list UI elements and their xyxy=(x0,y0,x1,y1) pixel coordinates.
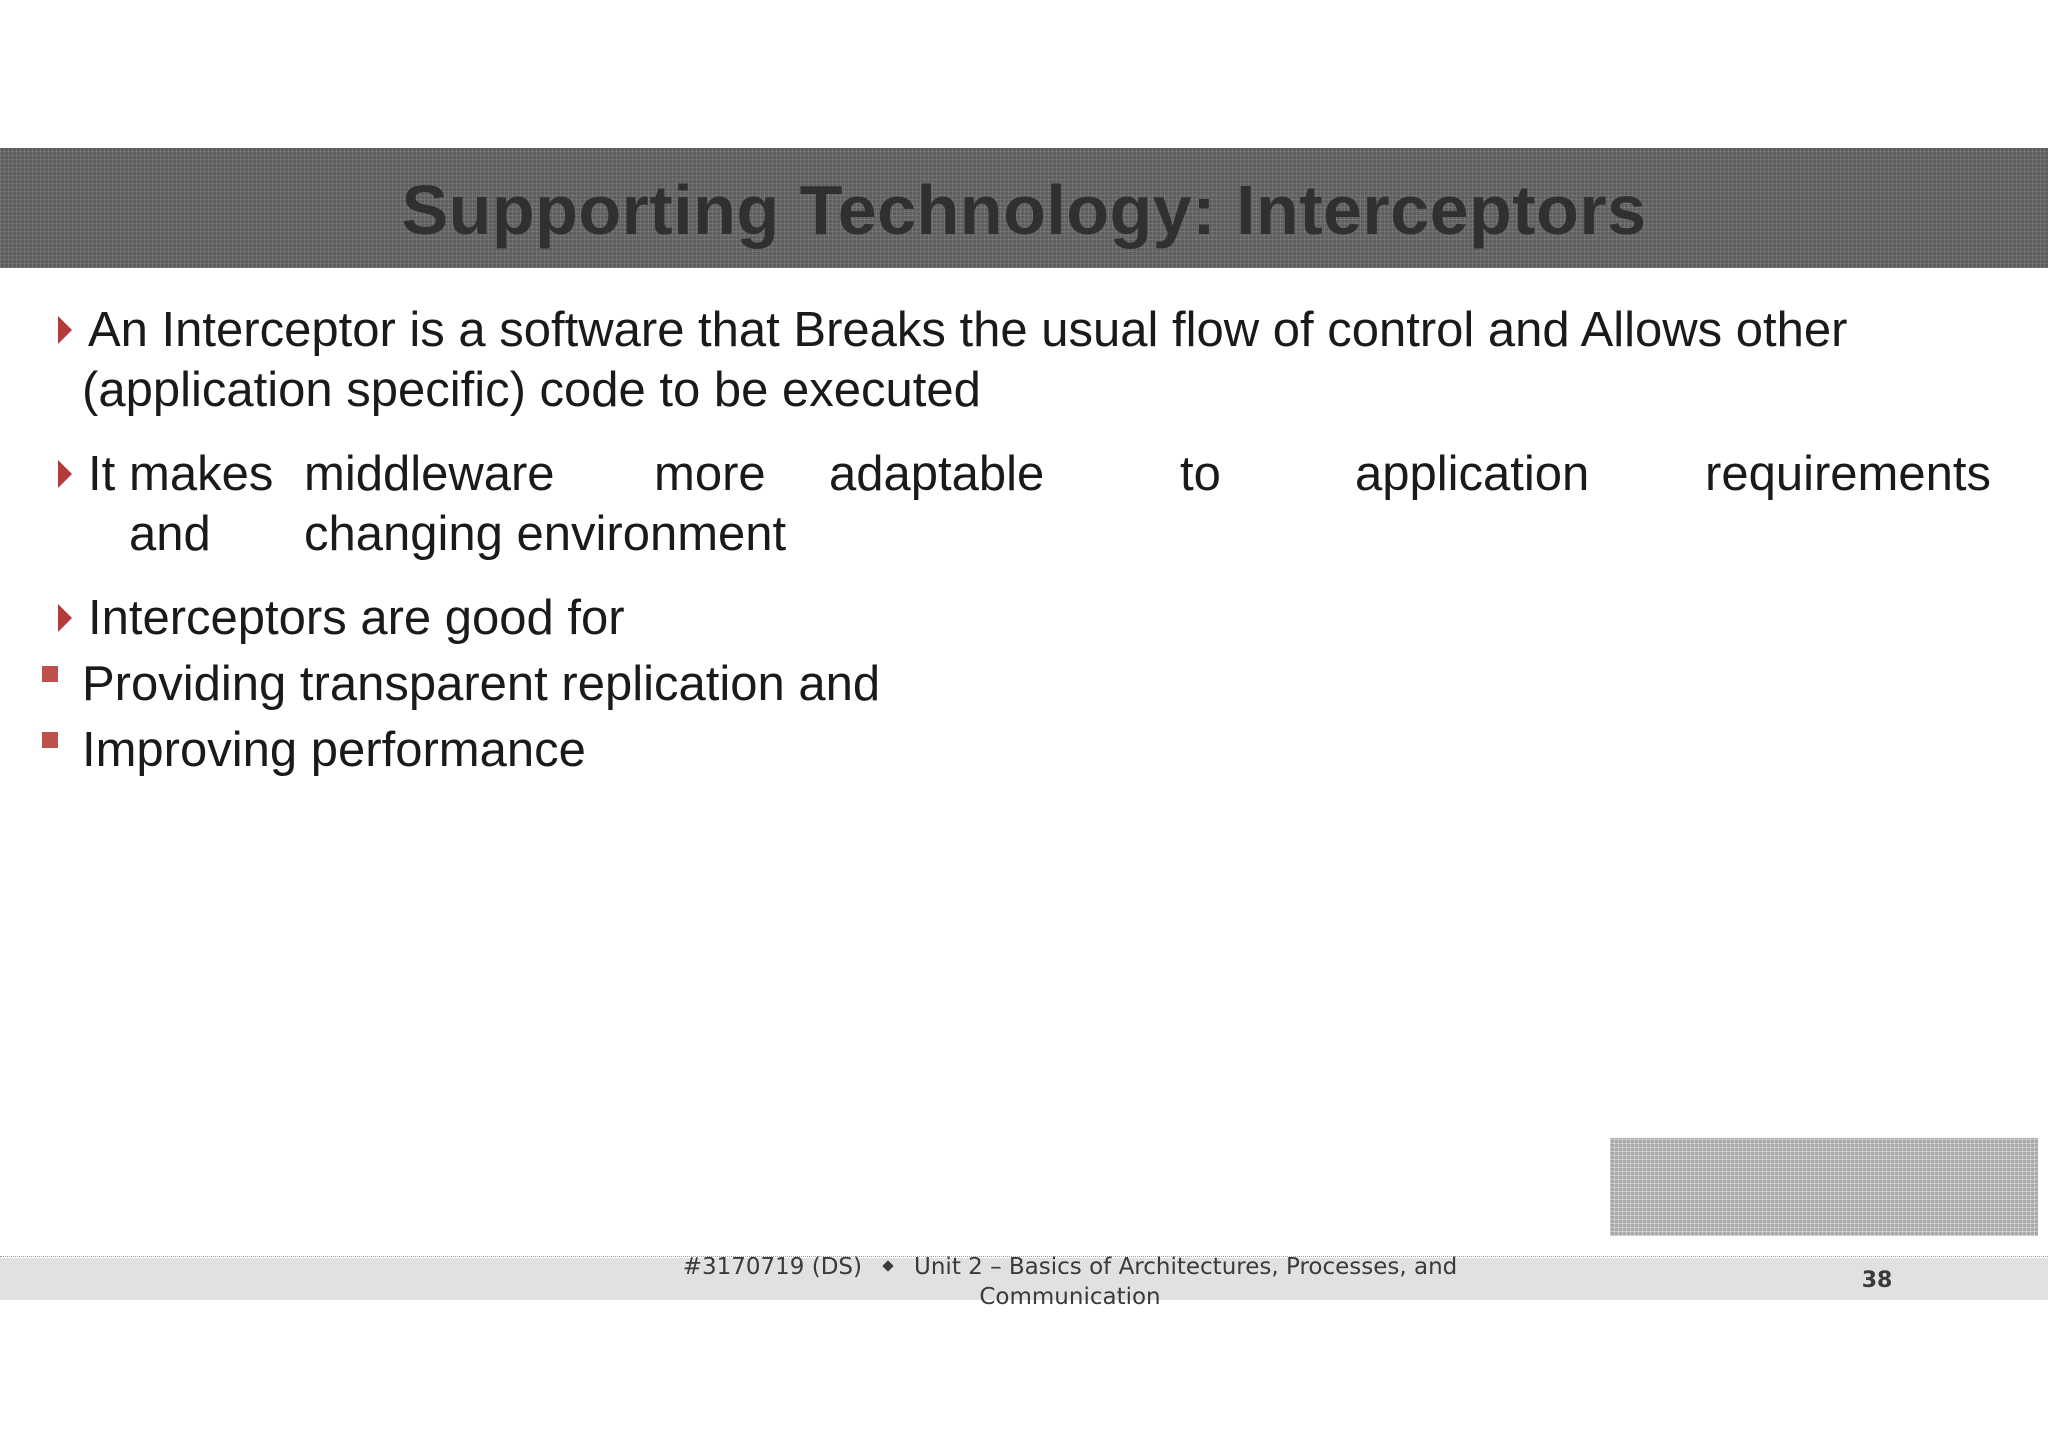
square-bullet-icon xyxy=(42,732,58,748)
bullet-2-word: application xyxy=(1355,447,1590,501)
institution-logo-image xyxy=(1610,1138,2038,1236)
bullet-2-word: changing environment xyxy=(304,507,787,561)
title-band xyxy=(0,148,2048,268)
diamond-separator-icon xyxy=(882,1260,893,1271)
footer-unit-line-1: Unit 2 – Basics of Architectures, Processes, and xyxy=(914,1254,1458,1280)
bullet-arrow-icon xyxy=(58,460,72,488)
bullet-3-line-1: Interceptors are good for xyxy=(88,591,625,645)
bullet-2-word: It xyxy=(88,447,116,501)
bullet-2-word: makes xyxy=(129,447,274,501)
square-bullet-icon xyxy=(42,666,58,682)
footer-course-code: #3170719 (DS) xyxy=(682,1254,863,1280)
bullet-arrow-icon xyxy=(58,316,72,344)
slide-title: Supporting Technology: Interceptors xyxy=(401,171,1647,249)
sub-bullet-1-text: Providing transparent replication and xyxy=(82,657,881,711)
bullet-2-word: and xyxy=(129,507,211,561)
footer-unit-line-2: Communication xyxy=(979,1284,1161,1310)
bullet-2-word: to xyxy=(1180,447,1221,501)
bullet-2-word: adaptable xyxy=(829,447,1045,501)
sub-bullet-2-text: Improving performance xyxy=(82,723,586,777)
bullet-2-word: requirements xyxy=(1705,447,1991,501)
bullet-2-word: more xyxy=(654,447,766,501)
bullet-arrow-icon xyxy=(58,604,72,632)
bullet-1-line-1: An Interceptor is a software that Breaks the usual flow of control and Allows other xyxy=(88,303,1848,357)
bullet-1-line-2: (application specific) code to be executed xyxy=(82,363,981,417)
page-number: 38 xyxy=(1861,1268,1893,1293)
bullet-2-word: middleware xyxy=(304,447,555,501)
footer-caption xyxy=(560,1252,1580,1312)
